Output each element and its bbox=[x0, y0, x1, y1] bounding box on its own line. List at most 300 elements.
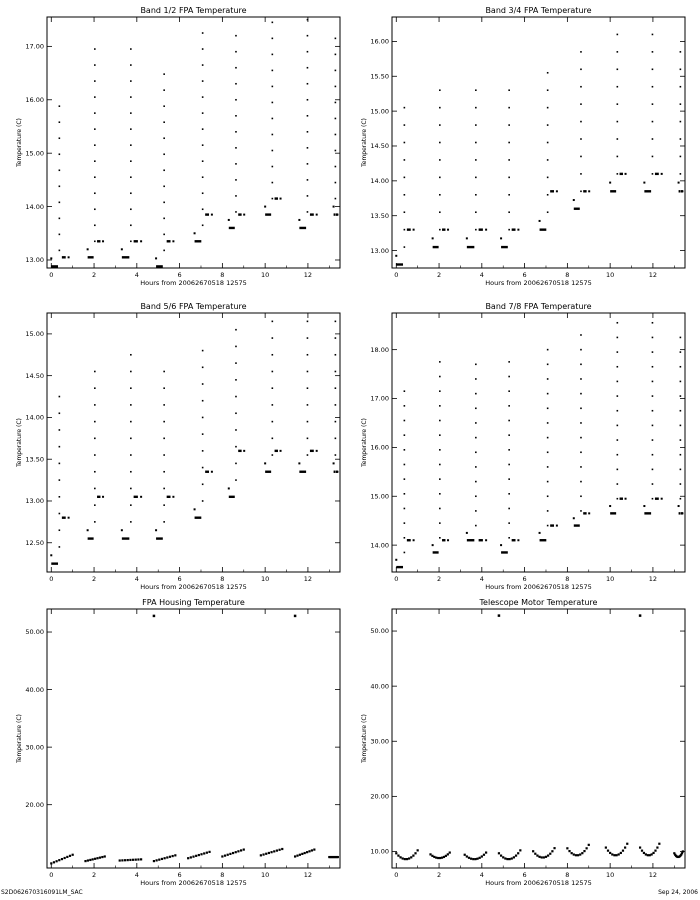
data-point bbox=[680, 103, 682, 105]
x-tick-label: 6 bbox=[522, 871, 527, 879]
data-point bbox=[307, 195, 309, 197]
x-tick-label: 2 bbox=[436, 271, 442, 279]
data-point bbox=[475, 194, 477, 196]
x-tick-label: 8 bbox=[565, 575, 570, 583]
data-point bbox=[617, 103, 619, 105]
data-point-run bbox=[122, 256, 129, 258]
data-point bbox=[272, 86, 274, 88]
data-point bbox=[485, 539, 487, 541]
y-tick-label: 13.00 bbox=[25, 497, 44, 506]
y-tick-label: 18.00 bbox=[370, 345, 389, 354]
data-point bbox=[439, 493, 441, 495]
data-point bbox=[202, 450, 204, 452]
data-point bbox=[547, 364, 549, 366]
data-point-run bbox=[88, 537, 94, 539]
y-tick-label: 50.00 bbox=[370, 627, 389, 636]
data-point bbox=[202, 383, 204, 385]
data-point bbox=[643, 852, 645, 854]
data-point bbox=[404, 124, 406, 126]
data-point bbox=[504, 857, 506, 859]
data-point-run bbox=[467, 539, 474, 541]
data-point bbox=[439, 420, 441, 422]
data-point bbox=[680, 51, 682, 53]
y-tick-label: 10.00 bbox=[370, 847, 389, 856]
data-point bbox=[235, 115, 237, 117]
data-point bbox=[121, 248, 123, 250]
data-point-run bbox=[265, 213, 271, 215]
data-point bbox=[580, 422, 582, 424]
x-tick-label: 12 bbox=[648, 271, 658, 279]
data-point bbox=[130, 208, 132, 210]
data-point bbox=[580, 510, 582, 512]
data-point bbox=[130, 387, 132, 389]
data-point bbox=[228, 487, 230, 489]
data-point bbox=[130, 421, 132, 423]
data-point bbox=[615, 854, 617, 856]
data-point bbox=[202, 367, 204, 369]
data-point-run bbox=[433, 246, 439, 248]
data-point-run bbox=[512, 228, 516, 230]
data-point bbox=[272, 38, 274, 40]
data-point bbox=[547, 89, 549, 91]
data-point bbox=[94, 48, 96, 50]
data-point bbox=[475, 142, 477, 144]
data-point bbox=[439, 159, 441, 161]
data-point bbox=[617, 395, 619, 397]
data-point bbox=[410, 856, 412, 858]
data-point bbox=[163, 471, 165, 473]
y-tick-label: 17.00 bbox=[370, 394, 389, 403]
data-point-run bbox=[501, 551, 508, 553]
data-point bbox=[412, 855, 414, 857]
data-point bbox=[101, 856, 103, 858]
data-point bbox=[172, 496, 174, 498]
data-point bbox=[547, 211, 549, 213]
data-point bbox=[568, 850, 570, 852]
data-point bbox=[508, 464, 510, 466]
data-point bbox=[153, 860, 155, 862]
data-point bbox=[94, 192, 96, 194]
data-point bbox=[129, 859, 131, 861]
data-point bbox=[652, 86, 654, 88]
data-point bbox=[94, 80, 96, 82]
data-point bbox=[69, 855, 71, 857]
data-point bbox=[680, 425, 682, 427]
data-point bbox=[678, 182, 680, 184]
data-point bbox=[680, 351, 682, 353]
data-point bbox=[53, 861, 55, 863]
data-point bbox=[59, 218, 61, 220]
data-point bbox=[272, 354, 274, 356]
data-point bbox=[66, 856, 68, 858]
data-point bbox=[140, 240, 142, 242]
data-point bbox=[50, 862, 52, 864]
y-axis-label: Temperature (C) bbox=[16, 714, 23, 763]
data-point bbox=[240, 849, 242, 851]
data-point bbox=[580, 121, 582, 123]
data-point bbox=[94, 128, 96, 130]
data-point bbox=[611, 853, 613, 855]
x-tick-label: 10 bbox=[606, 271, 615, 279]
data-point bbox=[224, 855, 226, 857]
data-point bbox=[202, 350, 204, 352]
data-point bbox=[335, 102, 337, 104]
footer-filename: S2D062670316091LM_SAC bbox=[1, 889, 83, 896]
data-point bbox=[337, 856, 339, 858]
data-point bbox=[551, 850, 553, 852]
x-tick-label: 6 bbox=[522, 575, 527, 583]
data-point-run bbox=[97, 240, 100, 242]
data-point bbox=[198, 854, 200, 856]
data-point bbox=[617, 86, 619, 88]
data-point-run bbox=[644, 190, 651, 192]
data-point bbox=[307, 115, 309, 117]
data-point bbox=[307, 321, 309, 323]
data-point-run bbox=[610, 190, 616, 192]
data-point-run bbox=[540, 539, 547, 541]
data-point bbox=[235, 51, 237, 53]
data-point-run bbox=[310, 213, 314, 215]
data-point bbox=[508, 376, 510, 378]
data-point bbox=[59, 137, 61, 139]
data-point bbox=[652, 366, 654, 368]
data-point bbox=[140, 858, 142, 860]
data-point bbox=[211, 471, 213, 473]
data-point-run bbox=[156, 265, 163, 267]
data-point bbox=[273, 850, 275, 852]
x-tick-label: 8 bbox=[565, 271, 570, 279]
data-point bbox=[508, 508, 510, 510]
data-point bbox=[651, 853, 653, 855]
data-point bbox=[296, 855, 298, 857]
data-point bbox=[68, 517, 70, 519]
data-point bbox=[94, 208, 96, 210]
data-point-run bbox=[334, 213, 336, 215]
data-point bbox=[156, 859, 158, 861]
data-point bbox=[508, 361, 510, 363]
data-point-run bbox=[134, 496, 138, 498]
data-point bbox=[235, 396, 237, 398]
data-point bbox=[72, 854, 74, 856]
data-point bbox=[94, 488, 96, 490]
data-point bbox=[643, 505, 645, 507]
data-point bbox=[94, 144, 96, 146]
y-tick-label: 14.00 bbox=[25, 413, 44, 422]
data-point bbox=[508, 522, 510, 524]
data-point bbox=[130, 471, 132, 473]
data-point bbox=[680, 337, 682, 339]
data-point bbox=[161, 858, 163, 860]
y-axis-label: Temperature (C) bbox=[16, 418, 23, 467]
data-point bbox=[617, 34, 619, 36]
data-point bbox=[202, 467, 204, 469]
data-point bbox=[617, 483, 619, 485]
data-point bbox=[508, 177, 510, 179]
data-point bbox=[580, 495, 582, 497]
data-point bbox=[439, 107, 441, 109]
data-point bbox=[539, 220, 541, 222]
data-point bbox=[202, 400, 204, 402]
data-point bbox=[130, 144, 132, 146]
data-point-run bbox=[238, 450, 241, 452]
data-point bbox=[681, 190, 683, 192]
data-point bbox=[547, 854, 549, 856]
data-point bbox=[515, 855, 517, 857]
data-point bbox=[202, 224, 204, 226]
data-point bbox=[472, 858, 474, 860]
data-point bbox=[272, 387, 274, 389]
data-point bbox=[307, 19, 309, 21]
data-point bbox=[202, 48, 204, 50]
y-tick-label: 15.00 bbox=[25, 149, 44, 158]
data-point bbox=[194, 232, 196, 234]
data-point bbox=[130, 128, 132, 130]
data-point bbox=[682, 850, 684, 852]
data-point bbox=[511, 857, 513, 859]
data-point bbox=[617, 51, 619, 53]
data-point bbox=[235, 211, 237, 213]
data-point bbox=[645, 853, 647, 855]
data-point bbox=[130, 64, 132, 66]
data-point bbox=[130, 192, 132, 194]
data-point bbox=[466, 237, 468, 239]
x-tick-label: 10 bbox=[261, 871, 270, 879]
data-point bbox=[94, 387, 96, 389]
y-tick-label: 13.00 bbox=[25, 256, 44, 265]
data-point bbox=[202, 417, 204, 419]
data-point bbox=[439, 124, 441, 126]
data-point bbox=[641, 850, 643, 852]
data-point-run bbox=[442, 539, 445, 541]
data-point bbox=[464, 854, 466, 856]
data-point bbox=[545, 856, 547, 858]
data-point bbox=[475, 422, 477, 424]
data-point bbox=[335, 118, 337, 120]
data-point bbox=[335, 198, 337, 200]
data-point bbox=[272, 371, 274, 373]
data-point bbox=[617, 138, 619, 140]
x-axis-label: Hours from 20062670518 12575 bbox=[485, 879, 592, 887]
data-point bbox=[475, 177, 477, 179]
data-point-run bbox=[583, 512, 586, 514]
data-point bbox=[680, 483, 682, 485]
data-point bbox=[404, 390, 406, 392]
data-point bbox=[404, 434, 406, 436]
data-point bbox=[307, 163, 309, 165]
chart-panel-1 bbox=[16, 6, 340, 287]
data-point bbox=[187, 857, 189, 859]
data-point bbox=[130, 240, 132, 242]
data-point bbox=[335, 54, 337, 56]
data-point bbox=[335, 454, 337, 456]
data-point bbox=[439, 211, 441, 213]
data-point bbox=[681, 512, 683, 514]
data-point bbox=[172, 240, 174, 242]
data-point bbox=[617, 173, 619, 175]
y-axis-label: Temperature (C) bbox=[361, 118, 368, 167]
data-point bbox=[652, 498, 654, 500]
data-point bbox=[404, 246, 406, 248]
y-tick-label: 20.00 bbox=[370, 792, 389, 801]
data-point-run bbox=[396, 263, 403, 265]
data-point bbox=[59, 546, 61, 548]
data-point bbox=[268, 852, 270, 854]
data-point bbox=[534, 853, 536, 855]
data-point bbox=[556, 525, 558, 527]
data-point bbox=[307, 51, 309, 53]
data-point bbox=[607, 850, 609, 852]
chart-panel-4 bbox=[361, 302, 685, 591]
data-point bbox=[140, 496, 142, 498]
data-point bbox=[335, 421, 337, 423]
data-point bbox=[96, 857, 98, 859]
y-tick-label: 13.50 bbox=[370, 211, 389, 220]
data-point bbox=[87, 248, 89, 250]
data-point bbox=[298, 462, 300, 464]
data-point bbox=[335, 371, 337, 373]
data-point bbox=[202, 483, 204, 485]
y-tick-label: 16.00 bbox=[370, 37, 389, 46]
data-point-run bbox=[265, 471, 271, 473]
data-point bbox=[202, 32, 204, 34]
x-tick-label: 6 bbox=[177, 575, 182, 583]
data-point bbox=[163, 169, 165, 171]
data-point bbox=[547, 194, 549, 196]
y-tick-label: 20.00 bbox=[25, 800, 44, 809]
data-point bbox=[652, 34, 654, 36]
data-point bbox=[652, 68, 654, 70]
data-point bbox=[580, 173, 582, 175]
data-point-run bbox=[467, 246, 474, 248]
data-point bbox=[50, 257, 52, 259]
data-point bbox=[466, 532, 468, 534]
data-point bbox=[652, 121, 654, 123]
data-point bbox=[235, 346, 237, 348]
data-point-run bbox=[501, 246, 508, 248]
data-point bbox=[335, 404, 337, 406]
x-tick-label: 10 bbox=[261, 271, 270, 279]
data-point bbox=[153, 615, 156, 618]
data-point bbox=[335, 70, 337, 72]
data-point bbox=[335, 321, 337, 323]
data-point bbox=[272, 337, 274, 339]
data-point bbox=[272, 118, 274, 120]
data-point bbox=[439, 537, 441, 539]
chart-panel-5 bbox=[16, 598, 340, 887]
data-point bbox=[543, 856, 545, 858]
data-point bbox=[586, 847, 588, 849]
data-point bbox=[235, 851, 237, 853]
data-point bbox=[163, 421, 165, 423]
data-point-run bbox=[310, 450, 314, 452]
data-point bbox=[485, 851, 487, 853]
data-point bbox=[94, 504, 96, 506]
x-tick-label: 10 bbox=[261, 575, 270, 583]
x-tick-label: 2 bbox=[91, 271, 97, 279]
data-point bbox=[308, 850, 310, 852]
y-tick-label: 16.00 bbox=[370, 443, 389, 452]
data-point bbox=[553, 847, 555, 849]
data-point bbox=[127, 859, 129, 861]
chart-panel-6 bbox=[361, 598, 685, 887]
data-point bbox=[272, 198, 274, 200]
data-point bbox=[439, 361, 441, 363]
data-point bbox=[588, 190, 590, 192]
data-point-run bbox=[122, 537, 129, 539]
plot-frame bbox=[47, 17, 340, 268]
data-point bbox=[335, 166, 337, 168]
x-tick-label: 8 bbox=[220, 575, 225, 583]
data-point bbox=[94, 64, 96, 66]
data-point-run bbox=[512, 539, 516, 541]
data-point bbox=[235, 83, 237, 85]
data-point bbox=[680, 86, 682, 88]
data-point bbox=[404, 405, 406, 407]
data-point bbox=[130, 454, 132, 456]
data-point bbox=[59, 412, 61, 414]
x-tick-label: 0 bbox=[394, 271, 399, 279]
x-tick-label: 12 bbox=[303, 575, 313, 583]
data-point-run bbox=[238, 213, 241, 215]
data-point bbox=[202, 160, 204, 162]
data-point bbox=[639, 614, 642, 617]
data-point-run bbox=[433, 551, 439, 553]
data-point bbox=[130, 176, 132, 178]
data-point bbox=[397, 855, 399, 857]
data-point bbox=[402, 857, 404, 859]
data-point bbox=[617, 469, 619, 471]
data-point bbox=[547, 525, 549, 527]
data-point bbox=[121, 529, 123, 531]
data-point bbox=[130, 488, 132, 490]
data-point bbox=[235, 429, 237, 431]
data-point bbox=[508, 493, 510, 495]
data-point bbox=[221, 855, 223, 857]
chart-title: Band 1/2 FPA Temperature bbox=[140, 6, 247, 15]
data-point bbox=[272, 438, 274, 440]
data-point bbox=[264, 462, 266, 464]
data-point bbox=[547, 72, 549, 74]
x-axis-label: Hours from 20062670518 12575 bbox=[140, 279, 247, 287]
data-point bbox=[652, 156, 654, 158]
data-point-run bbox=[583, 190, 586, 192]
data-point bbox=[335, 387, 337, 389]
data-point-run bbox=[655, 173, 659, 175]
data-point bbox=[573, 517, 575, 519]
data-point bbox=[59, 446, 61, 448]
data-point bbox=[333, 462, 335, 464]
data-point bbox=[336, 214, 338, 216]
data-point bbox=[333, 206, 335, 208]
x-tick-label: 6 bbox=[177, 871, 182, 879]
data-point bbox=[335, 182, 337, 184]
data-point bbox=[652, 351, 654, 353]
y-axis-label: Temperature (C) bbox=[361, 714, 368, 763]
data-point bbox=[163, 105, 165, 107]
data-point-run bbox=[167, 240, 171, 242]
data-point bbox=[298, 219, 300, 221]
data-point bbox=[547, 510, 549, 512]
data-point bbox=[235, 412, 237, 414]
data-point bbox=[272, 70, 274, 72]
data-point bbox=[643, 182, 645, 184]
data-point bbox=[508, 107, 510, 109]
data-point bbox=[441, 857, 443, 859]
data-point bbox=[439, 464, 441, 466]
data-point bbox=[617, 121, 619, 123]
data-point-run bbox=[51, 562, 58, 564]
data-point bbox=[680, 439, 682, 441]
